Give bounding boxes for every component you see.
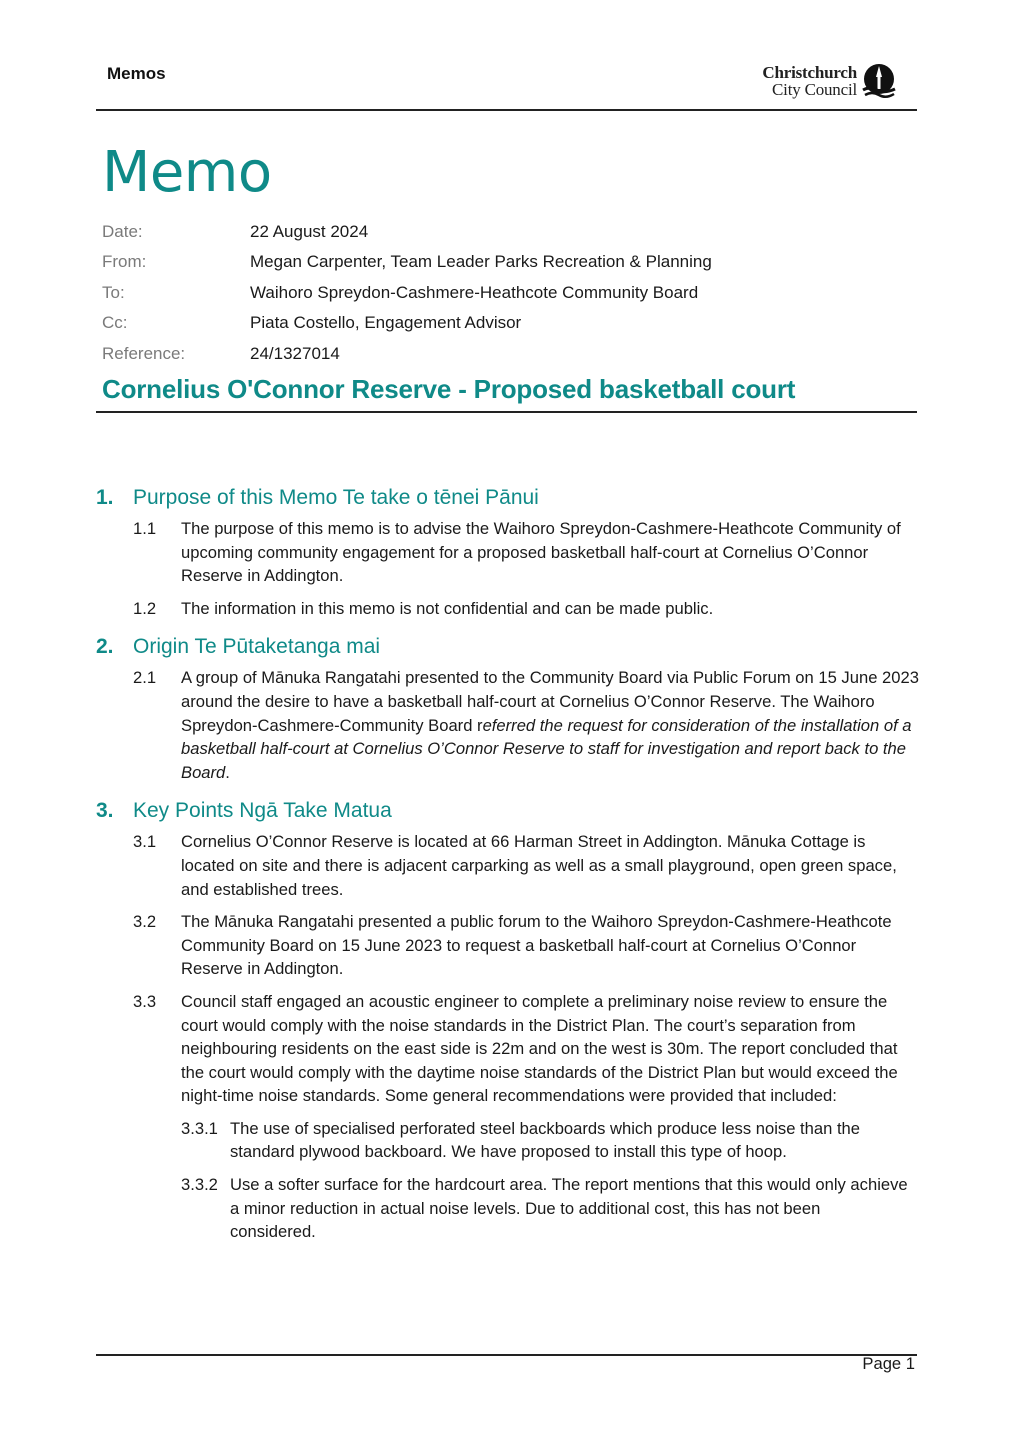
section-title: Origin Te Pūtaketanga mai xyxy=(133,635,381,659)
paragraph-number: 2.1 xyxy=(133,668,157,688)
memo-subject: Cornelius O'Connor Reserve - Proposed basketball court xyxy=(102,374,796,404)
paragraph xyxy=(96,910,926,981)
meta-value: Piata Costello, Engagement Advisor xyxy=(250,313,522,333)
meta-label: Date: xyxy=(102,222,143,241)
paragraph-text: Council staff engaged an acoustic engineer to complete a preliminary noise review to ensure the court would comply with the noise standards in the District Plan. The court’s separation from neighbouring residents on the east side is 22m and on the west is 30m. The report concluded that the court would comply with the daytime noise standards of the District Plan but would exceed the night-time noise standards. Some general recommendations were provided that included: xyxy=(181,991,898,1106)
meta-label: From: xyxy=(102,252,147,272)
paragraph xyxy=(96,830,926,901)
paragraph xyxy=(96,990,926,1108)
section-key-points xyxy=(96,796,926,1244)
cathedral-icon xyxy=(861,63,897,99)
logo-line-2: City Council xyxy=(772,80,857,99)
section-heading xyxy=(96,632,926,662)
paragraph-text: The Mānuka Rangatahi presented a public forum to the Waihoro Spreydon-Cashmere-Heathcote Community Board on 15 June 2023 to request a basketball half-court at Cornelius O’Connor Reserve in Addington. xyxy=(181,912,892,979)
header-rule xyxy=(96,109,917,111)
footer-rule xyxy=(96,1354,917,1356)
section-title: Key Points Ngā Take Matua xyxy=(133,799,392,823)
paragraph-text: Cornelius O’Connor Reserve is located at 66 Harman Street in Addington. Mānuka Cottage is located on site and there is adjacent carparking as well as a small playground, open green space, and established trees. xyxy=(181,832,897,899)
section-number: 1. xyxy=(96,486,114,509)
meta-value: 24/1327014 xyxy=(250,343,340,363)
page-number: Page 1 xyxy=(862,1354,915,1373)
paragraph-number: 1.2 xyxy=(133,598,157,618)
section-origin xyxy=(96,632,926,784)
memo-body xyxy=(96,483,926,1253)
page-title: Memo xyxy=(102,140,272,205)
meta-label: To: xyxy=(102,282,125,302)
section-purpose xyxy=(96,483,926,620)
meta-label: Cc: xyxy=(102,313,128,333)
subject-rule xyxy=(96,411,917,413)
section-heading xyxy=(96,796,926,826)
paragraph-number: 1.1 xyxy=(133,519,157,538)
paragraph xyxy=(96,666,926,784)
paragraph-number: 3.2 xyxy=(133,912,157,932)
section-number: 2. xyxy=(96,635,114,659)
sub-paragraph-number: 3.3.1 xyxy=(181,1118,218,1138)
sub-paragraph-text: The use of specialised perforated steel backboards which produce less noise than the standard plywood backboard. We have proposed to install this type of hoop. xyxy=(230,1118,861,1162)
section-heading xyxy=(96,483,926,513)
meta-label: Reference: xyxy=(102,343,186,363)
section-title: Purpose of this Memo Te take o tēnei Pānui xyxy=(133,486,539,509)
council-logo xyxy=(746,62,901,100)
sub-paragraph xyxy=(96,1173,926,1244)
section-number: 3. xyxy=(96,799,114,823)
paragraph-text: The purpose of this memo is to advise the Waihoro Spreydon-Cashmere-Heathcote Community of upcoming community engagement for a proposed basketball half-court at Cornelius O’Connor Reserve in Addington. xyxy=(181,519,901,586)
sub-paragraph-number: 3.3.2 xyxy=(181,1175,218,1195)
meta-value: Waihoro Spreydon-Cashmere-Heathcote Community Board xyxy=(250,282,699,302)
meta-value: 22 August 2024 xyxy=(250,222,369,241)
paragraph-text-italic: eferred the request for consideration of the installation of a basketball half-court at Cornelius O’Connor Reserve to staff for investigation and report back to the Board xyxy=(181,715,912,782)
logo-line-1: Christchurch xyxy=(762,63,857,82)
paragraph-text-end: . xyxy=(225,762,230,782)
header-section-label: Memos xyxy=(107,64,166,83)
paragraph-number: 3.3 xyxy=(133,991,157,1011)
paragraph-text: The information in this memo is not confidential and can be made public. xyxy=(181,598,714,618)
paragraph-text-plain: A group of Mānuka Rangatahi presented to the Community Board via Public Forum on 15 June 2023 around the desire to have a basketball half-court at Cornelius O’Connor Reserve. The Waihoro Spreydon-Cashmere-Community Board r xyxy=(181,668,919,735)
sub-paragraph xyxy=(96,1117,926,1164)
paragraph-number: 3.1 xyxy=(133,832,157,852)
paragraph xyxy=(96,517,926,588)
paragraph xyxy=(96,597,926,621)
sub-paragraph-text: Use a softer surface for the hardcourt area. The report mentions that this would only achieve a minor reduction in actual noise levels. Due to additional cost, this has not been considered. xyxy=(230,1175,908,1242)
meta-value: Megan Carpenter, Team Leader Parks Recreation & Planning xyxy=(250,252,712,272)
paragraph-text xyxy=(181,666,921,784)
